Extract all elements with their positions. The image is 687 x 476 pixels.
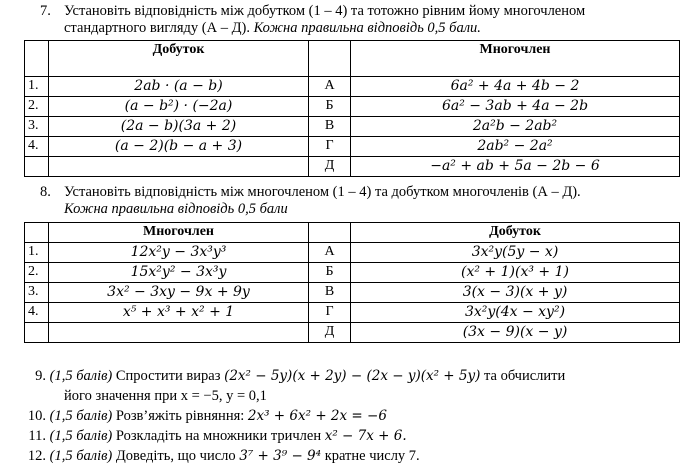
- expression-cell: (x² + 1)(x³ + 1): [351, 263, 680, 283]
- expression-cell: (a − b²) · (−2a): [49, 97, 309, 117]
- expression-cell: 2a²b − 2ab²: [351, 117, 680, 137]
- task9-text-b: та обчислити: [484, 368, 566, 384]
- task7-heading: [40, 3, 680, 38]
- task10-expression: 2x³ + 6x² + 2x = −6: [247, 408, 387, 424]
- letter-cell: Д: [309, 323, 351, 343]
- task7-table: [24, 40, 680, 177]
- table-row: [25, 283, 680, 303]
- expression-cell: 2ab · (a − b): [49, 77, 309, 97]
- task10-text: Розв’яжіть рівняння:: [115, 408, 245, 424]
- task7-header-blank: [309, 41, 351, 77]
- expression-cell: [49, 323, 309, 343]
- task7-number: 7.: [40, 3, 51, 19]
- task11: [24, 428, 684, 448]
- expression-cell: 12x²y − 3x³y³: [49, 243, 309, 263]
- task7-header-row: [25, 41, 680, 77]
- table-row: [25, 137, 680, 157]
- task11-expression: x² − 7x + 6.: [324, 428, 407, 444]
- expression-cell: (2a − b)(3a + 2): [49, 117, 309, 137]
- row-index: 2.: [25, 263, 49, 283]
- table-row: [25, 323, 680, 343]
- task11-number: 11.: [28, 428, 46, 444]
- table-row: [25, 157, 680, 177]
- task9-number: 9.: [35, 368, 46, 384]
- row-index: 1.: [25, 243, 49, 263]
- expression-cell: 3(x − 3)(x + y): [351, 283, 680, 303]
- task8-header-row: [25, 223, 680, 243]
- expression-cell: x⁵ + x³ + x² + 1: [49, 303, 309, 323]
- table-row: [25, 77, 680, 97]
- expression-cell: 6a² − 3ab + 4a − 2b: [351, 97, 680, 117]
- row-index: [25, 157, 49, 177]
- task7-line2: стандартного вигляду (А – Д).: [64, 20, 254, 37]
- expression-cell: 3x²y(5y − x): [351, 243, 680, 263]
- row-index: [25, 323, 49, 343]
- letter-cell: Д: [309, 157, 351, 177]
- task8-header-blank: [309, 223, 351, 243]
- task7-col-left: Добуток: [49, 41, 309, 77]
- letter-cell: Г: [309, 137, 351, 157]
- table-row: [25, 303, 680, 323]
- task11-points: (1,5 балів): [49, 428, 113, 444]
- task7-col-right: Многочлен: [351, 41, 680, 77]
- task10-points: (1,5 балів): [49, 408, 113, 424]
- letter-cell: В: [309, 117, 351, 137]
- expression-cell: 6a² + 4a + 4b − 2: [351, 77, 680, 97]
- task12: [24, 448, 684, 468]
- row-index: 3.: [25, 283, 49, 303]
- task9-line2: його значення при x = −5, y = 0,1: [64, 388, 267, 404]
- task12-text-b: кратне числу 7.: [324, 448, 420, 464]
- task8-col-left: Многочлен: [49, 223, 309, 243]
- task8-header-blank: [25, 223, 49, 243]
- task12-number: 12.: [27, 448, 46, 464]
- task9-expression: (2x² − 5y)(x + 2y) − (2x − y)(x² + 5y): [224, 368, 481, 384]
- task10: [24, 408, 684, 428]
- expression-cell: 15x²y² − 3x³y: [49, 263, 309, 283]
- task7-header-blank: [25, 41, 49, 77]
- letter-cell: В: [309, 283, 351, 303]
- task7-scoring-note: Кожна правильна відповідь 0,5 бали.: [253, 20, 481, 37]
- task8-heading: [40, 184, 680, 219]
- table-row: [25, 263, 680, 283]
- letter-cell: Б: [309, 97, 351, 117]
- expression-cell: 3x² − 3xy − 9x + 9y: [49, 283, 309, 303]
- table-row: [25, 243, 680, 263]
- letter-cell: Б: [309, 263, 351, 283]
- task9-points: (1,5 балів): [49, 368, 113, 384]
- expression-cell: [49, 157, 309, 177]
- letter-cell: А: [309, 243, 351, 263]
- expression-cell: (a − 2)(b − a + 3): [49, 137, 309, 157]
- letter-cell: А: [309, 77, 351, 97]
- task11-text: Розкладіть на множники тричлен: [115, 428, 322, 444]
- expression-cell: 3x²y(4x − xy²): [351, 303, 680, 323]
- task12-points: (1,5 балів): [49, 448, 113, 464]
- task12-expression: 3⁷ + 3⁹ − 9⁴: [239, 448, 322, 464]
- expression-cell: (3x − 9)(x − y): [351, 323, 680, 343]
- row-index: 1.: [25, 77, 49, 97]
- task9: [24, 368, 684, 408]
- table-row: [25, 97, 680, 117]
- task8-table: [24, 222, 680, 343]
- task8-col-right: Добуток: [351, 223, 680, 243]
- letter-cell: Г: [309, 303, 351, 323]
- table-row: [25, 117, 680, 137]
- task12-text: Доведіть, що число: [115, 448, 236, 464]
- row-index: 4.: [25, 137, 49, 157]
- expression-cell: −a² + ab + 5a − 2b − 6: [351, 157, 680, 177]
- task8-line1: Установіть відповідність між многочленом (1 – 4) та добутком многочленів (А – Д).: [64, 184, 581, 200]
- task7-line1: Установіть відповідність між добутком (1 – 4) та тотожно рівним йому многочленом: [64, 3, 586, 19]
- task8-scoring-note: Кожна правильна відповідь 0,5 бали: [64, 201, 288, 218]
- row-index: 3.: [25, 117, 49, 137]
- task9-text: Спростити вираз: [115, 368, 221, 384]
- row-index: 2.: [25, 97, 49, 117]
- expression-cell: 2ab² − 2a²: [351, 137, 680, 157]
- task10-number: 10.: [27, 408, 46, 424]
- task8-number: 8.: [40, 184, 51, 200]
- row-index: 4.: [25, 303, 49, 323]
